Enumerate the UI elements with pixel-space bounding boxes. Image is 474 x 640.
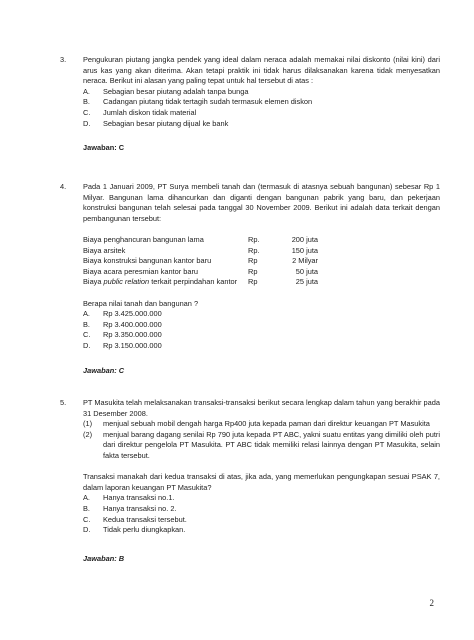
question-text: PT Masukita telah melaksanakan transaksi-transaksi berikut secara lengkap dalam tahun yang berakhir pada 31 Desember 2008. bbox=[83, 398, 440, 418]
option-text: Kedua transaksi tersebut. bbox=[103, 514, 187, 524]
question-text: Pengukuran piutang jangka pendek yang ideal dalam neraca adalah memakai nilai diskonto (nilai kini) dari arus kas yang akan diterima. Akan tetapi praktik ini tidak harus dilaksanakan karena tidak menyesatkan neraca. Berikut ini alasan yang paling tepat untuk hal tersebut di atas : bbox=[83, 55, 440, 86]
cost-row bbox=[83, 246, 318, 257]
option-letter: B. bbox=[83, 503, 90, 513]
option-text: Rp 3.400.000.000 bbox=[103, 319, 162, 329]
cost-currency: Rp bbox=[248, 266, 258, 276]
option-letter: D. bbox=[83, 118, 91, 128]
option-text: Tidak perlu diungkapkan. bbox=[103, 525, 186, 535]
question-5 bbox=[60, 398, 440, 564]
option-b bbox=[83, 320, 440, 331]
transaction-item bbox=[83, 419, 440, 430]
question-prompt: Berapa nilai tanah dan bangunan ? bbox=[83, 298, 199, 308]
cost-amount: 200 juta bbox=[291, 234, 318, 244]
option-a bbox=[83, 493, 440, 504]
option-text: Hanya transaksi no. 2. bbox=[103, 503, 177, 513]
option-a bbox=[83, 309, 440, 320]
question-text: Pada 1 Januari 2009, PT Surya membeli tanah dan (termasuk di atasnya sebuah bangunan) sebesar Rp 1 Milyar. Bangunan lama dihancurkan dan diganti dengan bangunan pabrik yang baru, dan pekerjaan konstruksi bangunan telah selesai pada tanggal 30 November 2009. Berikut ini adalah data terkait dengan pembangunan tersebut: bbox=[83, 182, 440, 223]
cost-currency: Rp. bbox=[248, 234, 260, 244]
option-text: Jumlah diskon tidak material bbox=[103, 107, 197, 117]
option-letter: C. bbox=[83, 330, 91, 340]
option-d bbox=[83, 341, 440, 352]
cost-item: Biaya arsitek bbox=[83, 245, 126, 255]
option-b bbox=[83, 97, 440, 108]
option-a bbox=[83, 87, 440, 98]
cost-item: Biaya konstruksi bangunan kantor baru bbox=[83, 256, 212, 266]
option-text: Cadangan piutang tidak tertagih sudah termasuk elemen diskon bbox=[103, 97, 313, 107]
cost-table bbox=[83, 235, 318, 288]
option-letter: B. bbox=[83, 319, 90, 329]
option-b bbox=[83, 504, 440, 515]
item-text: menjual sebuah mobil dengah harga Rp400 juta kepada paman dari direktur keuangan PT Masukita bbox=[103, 419, 430, 429]
option-text: Rp 3.425.000.000 bbox=[103, 309, 162, 319]
option-letter: C. bbox=[83, 514, 91, 524]
option-letter: A. bbox=[83, 86, 90, 96]
option-c bbox=[83, 330, 440, 341]
answer: Jawaban: C bbox=[83, 143, 125, 153]
option-c bbox=[83, 515, 440, 526]
option-letter: D. bbox=[83, 525, 91, 535]
option-d bbox=[83, 119, 440, 130]
option-letter: B. bbox=[83, 97, 90, 107]
option-text: Rp 3.350.000.000 bbox=[103, 330, 162, 340]
question-3 bbox=[60, 55, 440, 154]
option-text: Hanya transaksi no.1. bbox=[103, 493, 175, 503]
question-number: 3. bbox=[60, 55, 67, 64]
cost-row bbox=[83, 235, 318, 246]
question-prompt: Transaksi manakah dari kedua transaksi di atas, jika ada, yang memerlukan pengungkapan sesuai PSAK 7, dalam laporan keuangan PT Masukita? bbox=[83, 472, 440, 492]
question-number: 4. bbox=[60, 182, 67, 191]
page-number: 2 bbox=[429, 598, 434, 608]
item-label: (2) bbox=[83, 429, 93, 439]
option-letter: C. bbox=[83, 107, 91, 117]
item-label: (1) bbox=[83, 419, 93, 429]
option-text: Sebagian besar piutang adalah tanpa bunga bbox=[103, 86, 249, 96]
cost-amount: 2 Milyar bbox=[292, 256, 318, 266]
option-letter: D. bbox=[83, 340, 91, 350]
cost-currency: Rp. bbox=[248, 245, 260, 255]
answer: Jawaban: B bbox=[83, 553, 125, 563]
cost-item: Biaya penghancuran bangunan lama bbox=[83, 234, 204, 244]
option-d bbox=[83, 525, 440, 536]
question-number: 5. bbox=[60, 398, 67, 407]
cost-item: Biaya public relation terkait perpindahan kantor bbox=[83, 277, 238, 287]
cost-amount: 50 juta bbox=[295, 266, 318, 276]
cost-item: Biaya acara peresmian kantor baru bbox=[83, 266, 199, 276]
option-letter: A. bbox=[83, 309, 90, 319]
cost-amount: 25 juta bbox=[295, 277, 318, 287]
option-text: Rp 3.150.000.000 bbox=[103, 340, 162, 350]
cost-row bbox=[83, 277, 318, 288]
option-letter: A. bbox=[83, 493, 90, 503]
cost-amount: 150 juta bbox=[291, 245, 318, 255]
item-text: menjual barang dagang senilai Rp 790 juta kepada PT ABC, yakni suatu entitas yang dimiliki oleh putri dari direktur pengelola PT Masukita. PT ABC tidak memiliki relasi lainnya dengan PT Masukita, selain fakta tersebut. bbox=[103, 429, 440, 460]
cost-currency: Rp bbox=[248, 256, 258, 266]
question-4 bbox=[60, 182, 440, 376]
transaction-item bbox=[83, 430, 440, 462]
cost-row bbox=[83, 256, 318, 267]
cost-row bbox=[83, 267, 318, 278]
answer: Jawaban: C bbox=[83, 365, 125, 375]
option-text: Sebagian besar piutang dijual ke bank bbox=[103, 118, 229, 128]
cost-currency: Rp bbox=[248, 277, 258, 287]
option-c bbox=[83, 108, 440, 119]
